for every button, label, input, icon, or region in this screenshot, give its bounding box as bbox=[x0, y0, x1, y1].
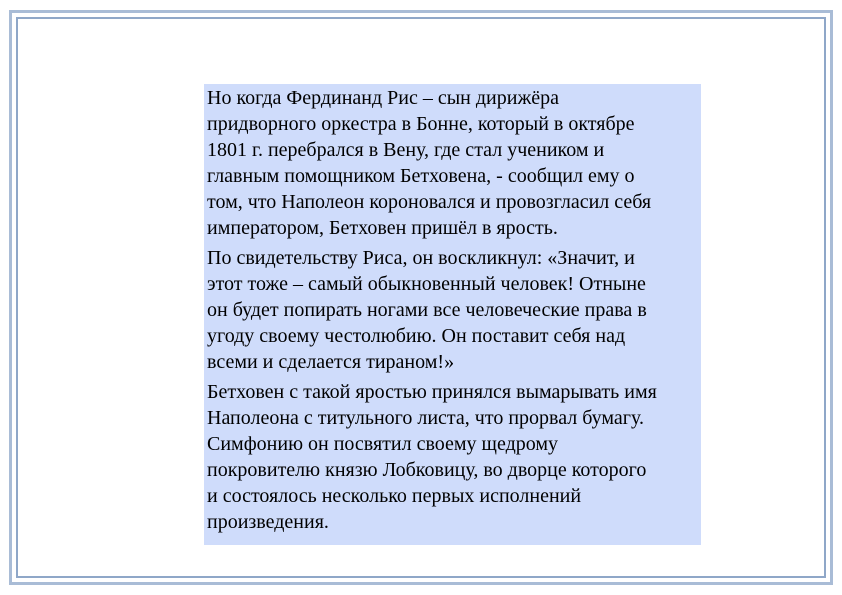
text-box bbox=[204, 84, 701, 545]
paragraph-1: Но когда Фердинанд Рис – сын дирижёра придворного оркестра в Бонне, который в октябре 1801 г. перебрался в Вену, где стал учеником и главным помощником Бетховена, - сообщил ему о том, что Наполеон короновался и провозгласил себя императором, Бетховен пришёл в ярость. bbox=[207, 87, 652, 239]
paragraph-3: Бетховен с такой яростью принялся вымарывать имя Наполеона с титульного листа, что прорвал бумагу. Симфонию он посвятил своему щедрому покровителю князю Лобковицу, во дворце которого и состоялось несколько первых исполнений произведения. bbox=[207, 381, 657, 533]
paragraph-2: По свидетельству Риса, он воскликнул: «Значит, и этот тоже – самый обыкновенный человек! Отныне он будет попирать ногами все человеческие права в угоду своему честолюбию. Он поставит себя над всеми и сделается тираном!» bbox=[207, 247, 647, 373]
